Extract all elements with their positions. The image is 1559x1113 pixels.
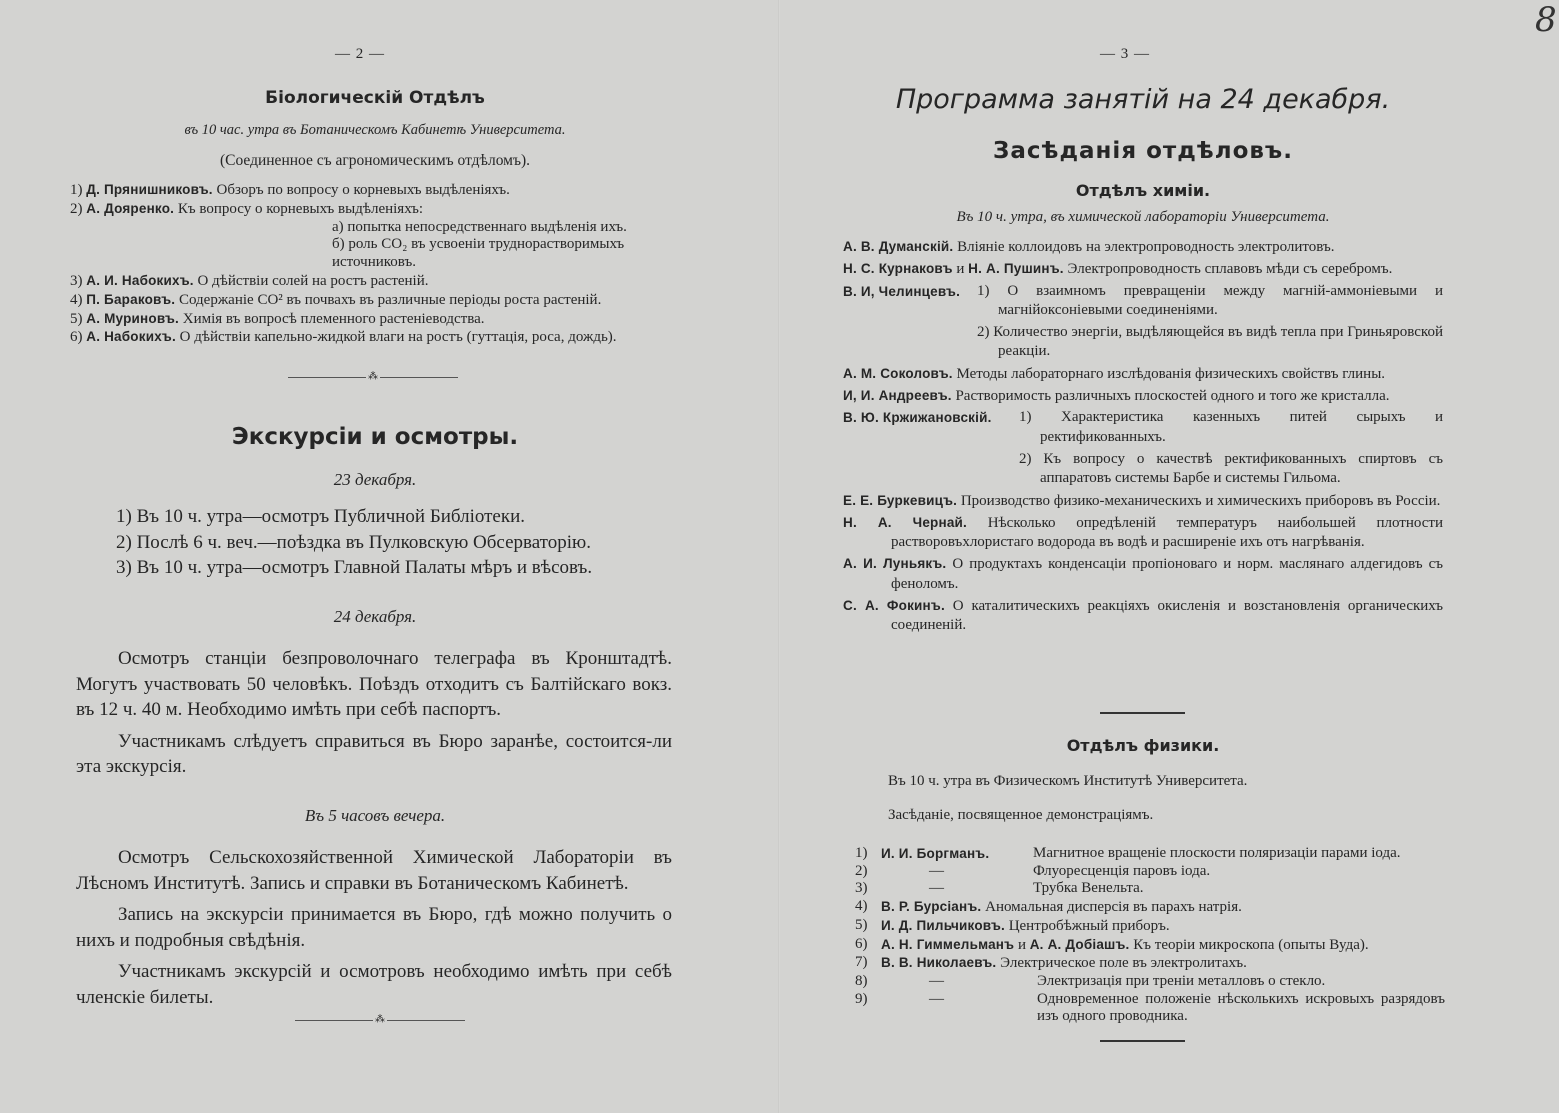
paragraph: Осмотръ Сельскохозяйственной Химической Лабораторіи въ Лѣсномъ Институтѣ. Запись и справки въ Ботаническомъ Кабинетѣ. [76, 847, 672, 894]
list-item: 3) Въ 10 ч. утра—осмотръ Главной Палаты мѣръ и вѣсовъ. [116, 557, 593, 578]
list-subitem: а) попытка непосредственнаго выдѣленія ихъ. [332, 218, 627, 235]
list-item: 5) А. Муриновъ. Химія въ вопросѣ племенного растеніеводства. [70, 310, 485, 327]
excursions-date-23: 23 декабря. [333, 470, 417, 489]
page-number-right: — 3 — [1100, 46, 1150, 62]
bio-note: (Соединенное съ агрономическимъ отдѣломъ). [219, 152, 531, 169]
list-item: 2) А. Дояренко. Къ вопросу о корневыхъ выдѣленіяхъ: [70, 200, 424, 217]
ornament-divider: ⁂ [288, 377, 458, 378]
page-fold [778, 0, 780, 1113]
excursions-evening-time: Въ 5 часовъ вечера. [304, 806, 446, 825]
list-item: Н. А. Чернай. Нѣсколько опредѣленій температуръ наибольшей плотности растворовъхлористаго водорода въ водѣ и расширеніе ихъ отъ нагрѣванія. [843, 514, 1443, 551]
list-item: 3) А. И. Набокихъ. О дѣйствіи солей на ростъ растеній. [70, 272, 429, 289]
paragraph: Участникамъ экскурсій и осмотровъ необходимо имѣть при себѣ членскіе билеты. [76, 961, 672, 1008]
section-divider [1100, 712, 1185, 714]
list-item: Е. Е. Буркевицъ. Производство физико-механическихъ и химическихъ приборовъ въ Россіи. [843, 492, 1441, 509]
program-title: Программа занятій на 24 декабря. [895, 84, 1391, 115]
list-item: А. И. Луньякъ. О продуктахъ конденсаціи пропіоноваго и норм. маслянаго алдегидовъ съ феноломъ. [843, 556, 1443, 592]
excursions-day1-list [116, 504, 696, 581]
list-item: С. А. Фокинъ. О каталитическихъ реакціяхъ окисленія и возстановленія органическихъ соединеній. [843, 598, 1443, 634]
list-item: 6) А. Н. Гиммельманъ и А. А. Добіашъ. Къ теоріи микроскопа (опыты Вуда). [855, 935, 1369, 953]
chemistry-list [843, 237, 1443, 638]
handwritten-page-mark: 8 [1535, 0, 1557, 40]
bio-location: въ 10 час. утра въ Ботаническомъ Кабинетѣ Университета. [184, 122, 566, 138]
physics-list [855, 845, 1445, 1026]
ornament-divider: ⁂ [295, 1020, 465, 1021]
page-number-left: — 2 — [335, 46, 385, 62]
excursions-date-24: 24 декабря. [333, 607, 417, 626]
list-item: 8) — Электризація при треніи металловъ о стекло. [855, 972, 1326, 989]
list-item: Н. С. Курнаковъ и Н. А. Пушинъ. Электропроводность сплавовъ мѣди съ серебромъ. [843, 261, 1393, 278]
bio-list [70, 181, 670, 347]
list-item: А. М. Соколовъ. Методы лабораторнаго изслѣдованія физическихъ свойствъ глины. [843, 365, 1386, 382]
paragraph: Осмотръ станціи безпроволочнаго телеграфа въ Кронштадтѣ. Могутъ участвовать 50 человѣкъ. Поѣздъ отходитъ съ Балтійскаго вокз. въ 12 ч. 40 м. Необходимо имѣть при себѣ паспортъ. [76, 648, 672, 720]
list-item: 1) И. И. Боргманъ. Магнитное вращеніе плоскости поляризаціи парами іода. [855, 845, 1401, 861]
list-item: В. И, Челинцевъ. 1) О взаимномъ превращеніи между магній-аммоніевыми и магнійоксоніевыми соединеніями. 2) Количество энергіи, выдѣляющейся въ видѣ тепла при Гриньяровской реакціи. [843, 282, 1443, 360]
bio-section-title: Біологическій Отдѣлъ [265, 88, 485, 108]
list-item: 7) В. В. Николаевъ. Электрическое поле въ электролитахъ. [855, 954, 1247, 972]
physics-location: Въ 10 ч. утра въ Физическомъ Институтѣ Университета. [888, 773, 1248, 789]
list-item: 1) Въ 10 ч. утра—осмотръ Публичной Библіотеки. [116, 506, 526, 527]
excursions-evening-text [76, 845, 672, 1010]
list-item: В. Ю. Кржижановскій. 1) Характеристика казенныхъ питей сырыхъ и ректификованныхъ. 2) Къ вопросу о качествѣ ректификованныхъ спиртовъ съ аппаратовъ системы Барбе и системы Гильома. [843, 409, 1443, 487]
chemistry-title: Отдѣлъ химіи. [1075, 181, 1211, 200]
chemistry-location: Въ 10 ч. утра, въ химической лабораторіи Университета. [956, 209, 1330, 225]
list-item: А. В. Думанскій. Вліяніе коллоидовъ на электропроводность электролитовъ. [843, 239, 1335, 255]
list-item: 1) Д. Прянишниковъ. Обзоръ по вопросу о корневыхъ выдѣленіяхъ. [70, 182, 510, 198]
list-item: 9) — Одновременное положеніе нѣсколькихъ искровыхъ разрядовъ изъ одного проводника. [855, 990, 1445, 1025]
physics-title: Отдѣлъ физики. [1066, 736, 1220, 755]
list-item: И, И. Андреевъ. Растворимость различныхъ плоскостей одного и того же кристалла. [843, 388, 1390, 405]
list-item: 6) А. Набокихъ. О дѣйствіи капельно-жидкой влаги на ростъ (гуттація, роса, дождь). [70, 329, 617, 346]
list-item: 4) П. Бараковъ. Содержаніе CO² въ почвахъ въ различные періоды роста растеній. [70, 291, 602, 308]
excursions-title: Экскурсіи и осмотры. [231, 424, 519, 450]
section-divider [1100, 1040, 1185, 1042]
list-item: 3) — Трубка Венельта. [855, 880, 1144, 897]
paragraph: Запись на экскурсіи принимается въ Бюро, гдѣ можно получить о нихъ и подробныя свѣдѣнія. [76, 904, 672, 951]
list-item: 4) В. Р. Бурсіанъ. Аномальная дисперсія въ парахъ натрія. [855, 898, 1242, 916]
list-item: 2) — Флуоресценція паровъ іода. [855, 862, 1211, 879]
list-subitem: б) роль CO₂ въ усвоеніи труднорастворимыхъ источниковъ. [332, 236, 625, 271]
excursions-day2-text [76, 646, 672, 780]
list-item: 5) И. Д. Пильчиковъ. Центробѣжный приборъ. [855, 916, 1170, 934]
sessions-title: Засѣданія отдѣловъ. [993, 138, 1293, 164]
physics-session-note: Засѣданіе, посвященное демонстраціямъ. [888, 807, 1154, 823]
list-item: 2) Послѣ 6 ч. веч.—поѣздка въ Пулковскую Обсерваторію. [116, 531, 591, 553]
paragraph: Участникамъ слѣдуетъ справиться въ Бюро заранѣе, состоится-ли эта экскурсія. [76, 730, 672, 777]
